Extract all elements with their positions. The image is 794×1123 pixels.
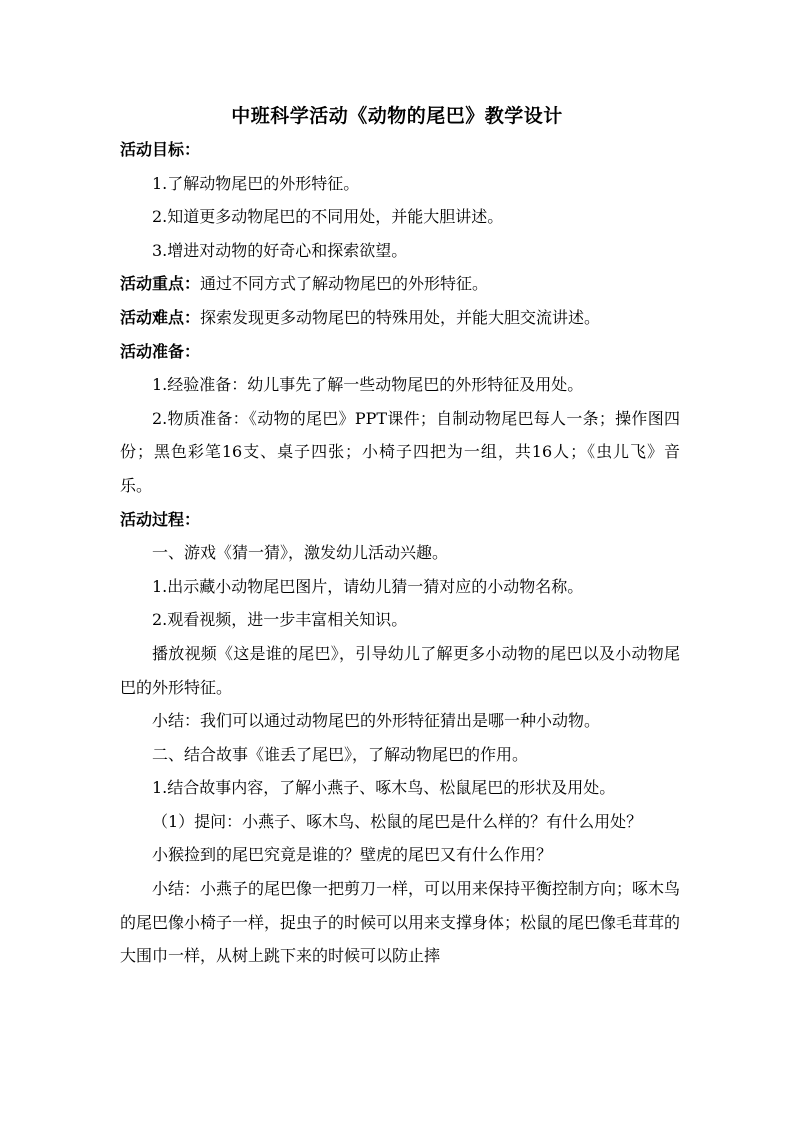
process-paragraph: 1.结合故事内容，了解小燕子、啄木鸟、松鼠尾巴的形状及用处。 <box>152 778 616 798</box>
process-paragraph: 2.观看视频，进一步丰富相关知识。 <box>152 610 408 630</box>
key-point-label: 活动重点： <box>120 274 201 294</box>
document-title: 中班科学活动《动物的尾巴》教学设计 <box>231 105 563 127</box>
key-point-text: 通过不同方式了解动物尾巴的外形特征。 <box>200 274 489 294</box>
preparation-item: 1.经验准备：幼儿事先了解一些动物尾巴的外形特征及用处。 <box>152 375 584 395</box>
process-paragraph: 二、结合故事《谁丢了尾巴》，了解动物尾巴的作用。 <box>152 744 529 764</box>
process-paragraph: 1.出示藏小动物尾巴图片，请幼儿猜一猜对应的小动物名称。 <box>152 576 584 596</box>
process-heading: 活动过程： <box>120 509 201 529</box>
goal-item: 1.了解动物尾巴的外形特征。 <box>152 173 360 193</box>
process-paragraph: 小结：小燕子的尾巴像一把剪刀一样，可以用来保持平衡控制方向；啄木鸟的尾巴像小椅子一样，捉虫子的时候可以用来支撑身体；松鼠的尾巴像毛茸茸的大围巾一样，从树上跳下来的时候可以防止摔 <box>120 879 681 966</box>
difficulty-label: 活动难点： <box>120 307 201 327</box>
key-point-paragraph <box>120 267 680 301</box>
goals-heading: 活动目标： <box>120 140 201 159</box>
goal-item: 2.知道更多动物尾巴的不同用处，并能大胆讲述。 <box>152 207 504 227</box>
difficulty-paragraph <box>120 301 680 335</box>
process-paragraph: 播放视频《这是谁的尾巴》，引导幼儿了解更多小动物的尾巴以及小动物尾巴的外形特征。 <box>120 643 680 697</box>
preparation-item: 2.物质准备：《动物的尾巴》PPT课件；自制动物尾巴每人一条；操作图四份；黑色彩笔16支、桌子四张；小椅子四把为一组，共16人；《虫儿飞》音乐。 <box>120 408 680 495</box>
process-paragraph: 小猴捡到的尾巴究竟是谁的？壁虎的尾巴又有什么作用？ <box>152 845 553 865</box>
goal-item: 3.增进对动物的好奇心和探索欲望。 <box>152 240 408 260</box>
process-paragraph: 小结：我们可以通过动物尾巴的外形特征猜出是哪一种小动物。 <box>152 711 601 731</box>
process-paragraph: （1）提问：小燕子、啄木鸟、松鼠的尾巴是什么样的？有什么用处？ <box>152 811 643 831</box>
document-body <box>120 133 680 973</box>
process-paragraph: 一、游戏《猜一猜》，激发幼儿活动兴趣。 <box>152 543 449 563</box>
preparation-heading: 活动准备： <box>120 341 201 361</box>
difficulty-text: 探索发现更多动物尾巴的特殊用处，并能大胆交流讲述。 <box>200 307 601 327</box>
